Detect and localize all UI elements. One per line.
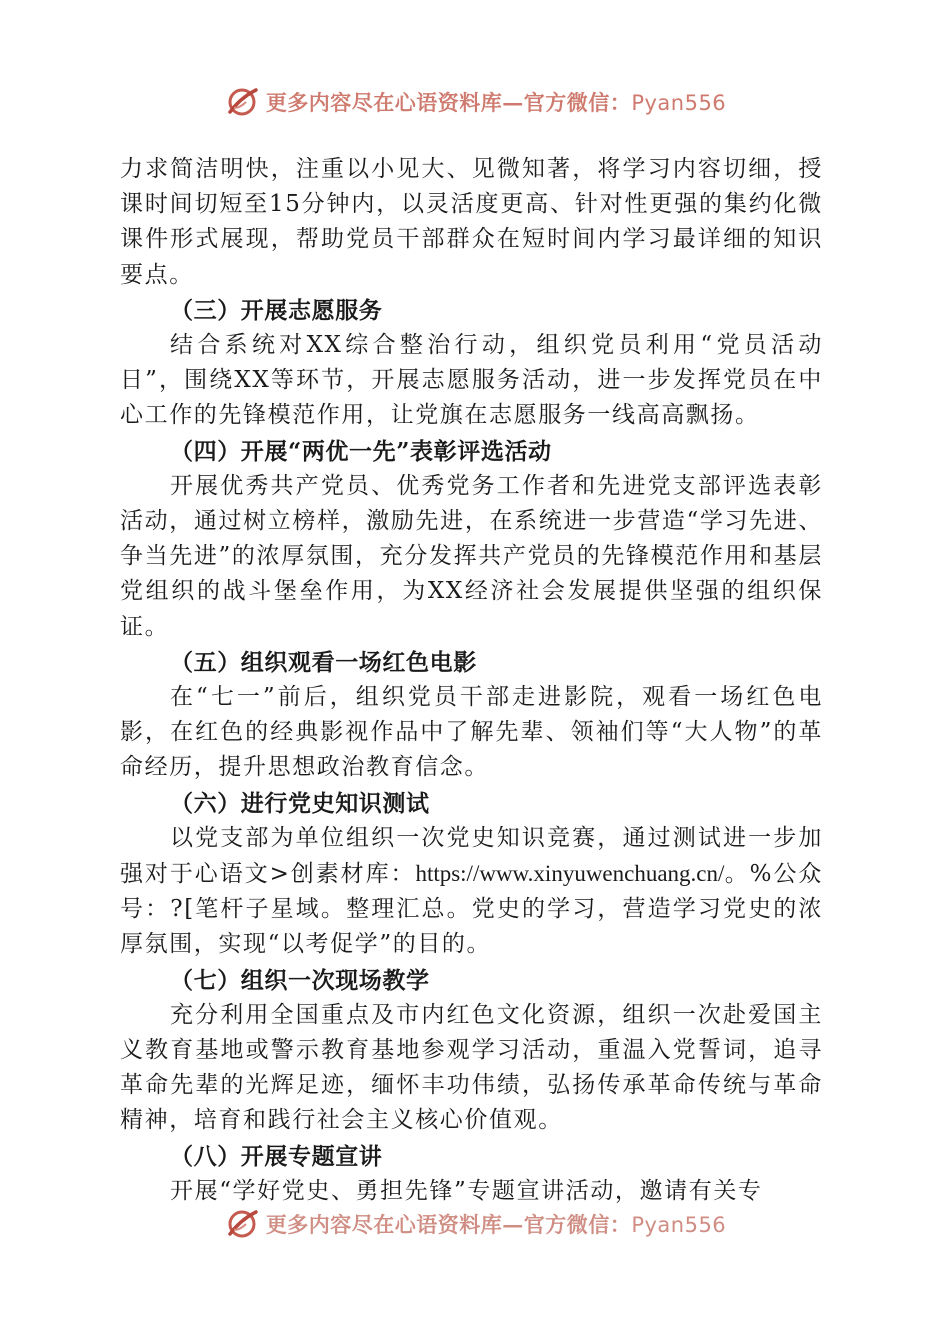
section-heading-3: （三）开展志愿服务: [170, 296, 383, 324]
paragraph: 结合系统对XX综合整治行动，组织党员利用“党员活动日”，围绕XX等环节，开展志愿服务活动，进一步发挥党员在中心工作的先锋模范作用，让党旗在志愿服务一线高高飘扬。: [120, 332, 823, 429]
section-heading-4: （四）开展“两优一先”表彰评选活动: [170, 437, 552, 465]
section-heading-8: （八）开展专题宣讲: [170, 1142, 383, 1170]
paragraph: 开展“学好党史、勇担先锋”专题宣讲活动，邀请有关专: [170, 1177, 763, 1204]
paragraph: 充分利用全国重点及市内红色文化资源，组织一次赴爱国主义教育基地或警示教育基地参观学习活动，重温入党誓词，追寻革命先辈的光辉足迹，缅怀丰功伟绩，弘扬传承革命传统与革命精神，培育和践行社会主义核心价值观。: [120, 1001, 823, 1134]
document-body: [120, 152, 823, 1209]
url-text: https://www.xinyuwenchuang.cn/: [415, 861, 725, 887]
watermark-text: 更多内容尽在心语资料库—官方微信：Pyan556: [265, 90, 727, 115]
paragraph-text: 。%公众号：?[笔杆子星域。整理汇总。党史的学习，营造学习党史的浓厚氛围，实现“以考促学”的目的。: [120, 861, 823, 958]
paragraph: [120, 821, 823, 963]
paragraph-text: 以党支部为单位组织一次党史知识竞赛，通过测试进一步加强对于心语文>创素材库：: [120, 824, 823, 888]
watermark-banner-bottom: [0, 1204, 950, 1244]
brush-logo-icon: [224, 86, 260, 118]
paragraph: 在“七一”前后，组织党员干部走进影院，观看一场红色电影，在红色的经典影视作品中了解先辈、领袖们等“大人物”的革命经历，提升思想政治教育信念。: [120, 684, 823, 781]
watermark-text: 更多内容尽在心语资料库—官方微信：Pyan556: [265, 1212, 727, 1237]
paragraph: 力求简洁明快，注重以小见大、见微知著，将学习内容切细，授课时间切短至15分钟内，以灵活度更高、针对性更强的集约化微课件形式展现，帮助党员干部群众在短时间内学习最详细的知识要点。: [120, 156, 823, 288]
paragraph: 开展优秀共产党员、优秀党务工作者和先进党支部评选表彰活动，通过树立榜样，激励先进，在系统进一步营造“学习先进、争当先进”的浓厚氛围，充分发挥共产党员的先锋模范作用和基层党组织的战斗堡垒作用，为XX经济社会发展提供坚强的组织保证。: [120, 472, 823, 640]
section-heading-7: （七）组织一次现场教学: [170, 966, 430, 994]
brush-logo-icon: [224, 1208, 260, 1240]
section-heading-6: （六）进行党史知识测试: [170, 789, 430, 817]
section-heading-5: （五）组织观看一场红色电影: [170, 648, 477, 676]
watermark-banner-top: [0, 82, 950, 122]
